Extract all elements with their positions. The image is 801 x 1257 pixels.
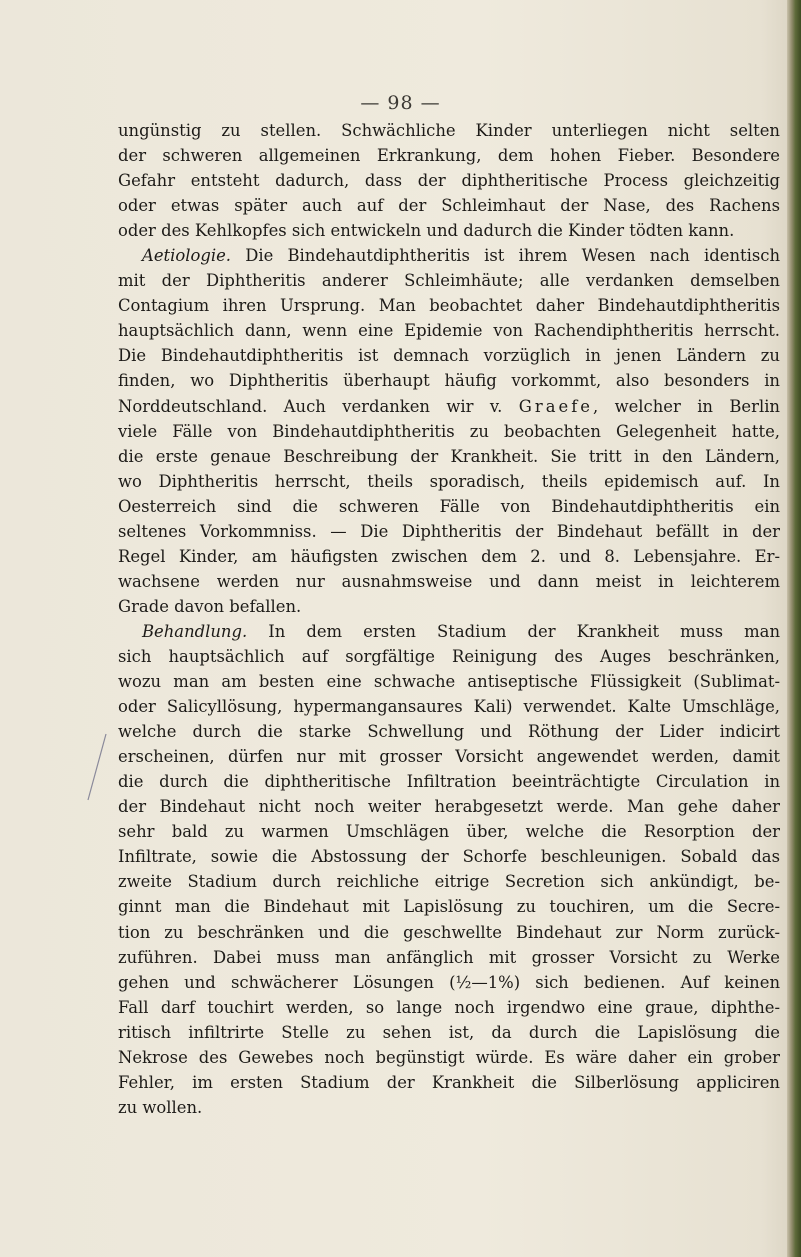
text-line: [118, 869, 780, 894]
pencil-margin-mark: [78, 730, 118, 810]
line-text: ungünstig zu stellen. Schwächliche Kinder unterliegen nicht selten: [118, 121, 780, 140]
text-line: [118, 544, 780, 569]
page-edge: [787, 0, 801, 1257]
line-text: zuführen. Dabei muss man anfänglich mit grosser Vorsicht zu Werke: [118, 947, 780, 967]
text-line: [118, 218, 780, 243]
text-line: [118, 1045, 780, 1070]
line-text: Fehler, im ersten Stadium der Krankheit die Silberlösung appliciren: [118, 1072, 780, 1092]
text-line: [118, 619, 780, 644]
spaced-name: Graefe: [518, 396, 593, 416]
text-line: [118, 243, 780, 268]
text-line: [118, 394, 780, 419]
text-line: [118, 719, 780, 744]
text-line: [118, 945, 780, 970]
line-text: tion zu beschränken und die geschwellte Bindehaut zur Norm zurück-: [118, 922, 780, 942]
text-line: [118, 368, 780, 393]
text-line: [118, 794, 780, 819]
text-line: [118, 469, 780, 494]
text-line: [118, 694, 780, 719]
line-text: oder des Kehlkopfes sich entwickeln und dadurch die Kinder tödten kann.: [118, 221, 735, 241]
line-text: Norddeutschland. Auch verdanken wir v.: [118, 396, 503, 416]
text-line: [118, 669, 780, 694]
text-line: [118, 894, 780, 919]
line-text: der schweren allgemeinen Erkrankung, dem hohen Fieber. Besondere: [118, 146, 780, 166]
text-line: [118, 819, 780, 844]
text-line: [118, 920, 780, 945]
line-text: ritisch infiltrirte Stelle zu sehen ist, da durch die Lapislösung die: [118, 1022, 780, 1042]
page-number: — 98 —: [360, 92, 441, 114]
line-text: hauptsächlich dann, wenn eine Epidemie von Rachendiphtheritis herrscht.: [118, 321, 780, 341]
line-text: Die Bindehautdiphtheritis ist ihrem Wesen nach identisch: [231, 246, 780, 266]
line-text: In dem ersten Stadium der Krankheit muss man: [247, 621, 780, 641]
text-line: [118, 970, 780, 995]
line-text: seltenes Vorkommniss. — Die Diphtheritis der Bindehaut befällt in der: [118, 521, 780, 541]
line-text: die erste genaue Beschreibung der Krankheit. Sie tritt in den Ländern,: [118, 446, 780, 466]
text-line: [118, 494, 780, 519]
text-line: [118, 193, 780, 218]
line-text: sich hauptsächlich auf sorgfältige Reinigung des Auges beschränken,: [118, 646, 780, 666]
text-line: [118, 769, 780, 794]
line-text-after: , welcher in Berlin: [592, 396, 780, 416]
section-heading: Behandlung.: [142, 621, 248, 641]
line-text: erscheinen, dürfen nur mit grosser Vorsicht angewendet werden, damit: [118, 747, 780, 767]
text-line: [118, 268, 780, 293]
body-text: [118, 118, 780, 1120]
line-text: Grade davon befallen.: [118, 596, 302, 616]
line-text: wo Diphtheritis herrscht, theils sporadisch, theils epidemisch auf. In: [118, 471, 780, 491]
line-text: sehr bald zu warmen Umschlägen über, welche die Resorption der: [118, 822, 780, 842]
text-line: [118, 444, 780, 469]
text-line: [118, 293, 780, 318]
text-line: [118, 644, 780, 669]
line-text: Regel Kinder, am häufigsten zwischen dem 2. und 8. Lebensjahre. Er-: [118, 546, 780, 566]
line-text: Oesterreich sind die schweren Fälle von Bindehautdiphtheritis ein: [118, 496, 780, 516]
line-text: mit der Diphtheritis anderer Schleimhäute; alle verdanken demselben: [118, 271, 780, 291]
text-line: [118, 343, 780, 368]
line-text: der Bindehaut nicht noch weiter herabgesetzt werde. Man gehe daher: [118, 797, 780, 817]
line-text: Die Bindehautdiphtheritis ist demnach vorzüglich in jenen Ländern zu: [118, 346, 780, 366]
line-text: oder etwas später auch auf der Schleimhaut der Nase, des Rachens: [118, 196, 780, 216]
line-text: ginnt man die Bindehaut mit Lapislösung zu touchiren, um die Secre-: [118, 897, 780, 917]
text-line: [118, 318, 780, 343]
line-text: oder Salicyllösung, hypermangansaures Kali) verwendet. Kalte Umschläge,: [118, 697, 780, 717]
text-line: [118, 844, 780, 869]
line-text: Contagium ihren Ursprung. Man beobachtet daher Bindehautdiphtheritis: [118, 296, 780, 316]
text-line: [118, 594, 780, 619]
line-text: gehen und schwächerer Lösungen (½—1%) sich bedienen. Auf keinen: [118, 972, 780, 992]
section-heading: Aetiologie.: [142, 246, 231, 266]
text-line: [118, 1020, 780, 1045]
text-line: [118, 118, 780, 143]
line-text: wozu man am besten eine schwache antiseptische Flüssigkeit (Sublimat-: [118, 672, 780, 692]
line-text: Nekrose des Gewebes noch begünstigt würde. Es wäre daher ein grober: [118, 1047, 780, 1067]
text-line: [118, 419, 780, 444]
line-text: die durch die diphtheritische Infiltration beeinträchtigte Circulation in: [118, 772, 780, 792]
line-text: welche durch die starke Schwellung und Röthung der Lider indicirt: [118, 722, 780, 742]
text-line: [118, 519, 780, 544]
text-line: [118, 168, 780, 193]
line-text: Fall darf touchirt werden, so lange noch irgendwo eine graue, diphthe-: [118, 997, 780, 1017]
text-line: [118, 995, 780, 1020]
line-text: zweite Stadium durch reichliche eitrige Secretion sich ankündigt, be-: [118, 872, 780, 892]
line-text: viele Fälle von Bindehautdiphtheritis zu beobachten Gelegenheit hatte,: [118, 421, 780, 441]
line-text: Infiltrate, sowie die Abstossung der Schorfe beschleunigen. Sobald das: [118, 847, 780, 867]
text-line: [118, 744, 780, 769]
text-line: [118, 1070, 780, 1095]
line-text: Gefahr entsteht dadurch, dass der diphtheritische Process gleichzeitig: [118, 171, 780, 191]
text-line: [118, 143, 780, 168]
line-text: zu wollen.: [118, 1097, 203, 1117]
line-text: finden, wo Diphtheritis überhaupt häufig vorkommt, also besonders in: [118, 371, 780, 391]
line-text: wachsene werden nur ausnahmsweise und dann meist in leichterem: [118, 571, 780, 591]
text-line: [118, 1095, 780, 1120]
text-line: [118, 569, 780, 594]
